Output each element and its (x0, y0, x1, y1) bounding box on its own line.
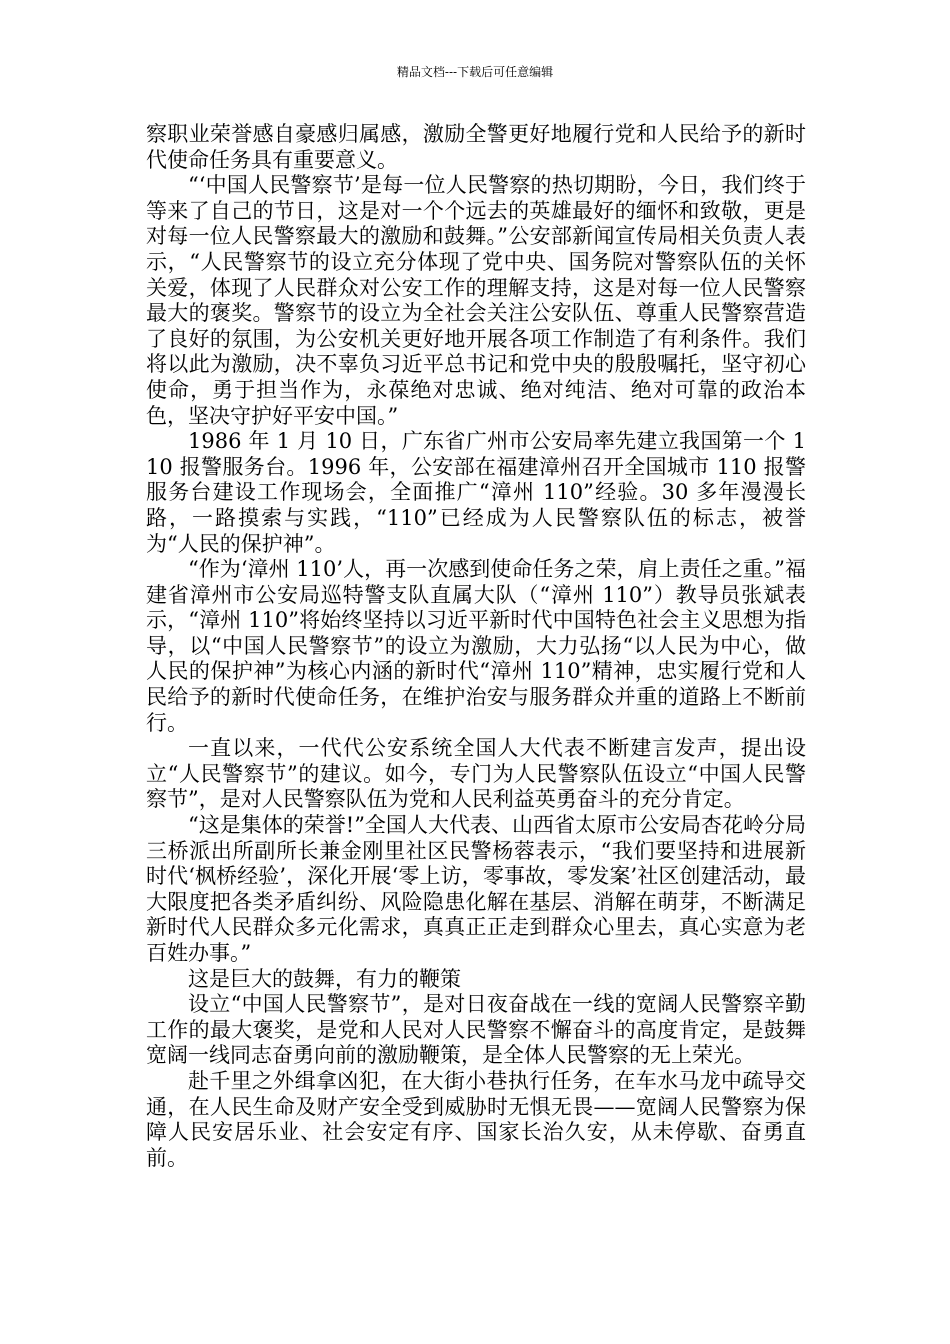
document-body (146, 122, 806, 1171)
paragraph-3: 1986 年 1 月 10 日，广东省广州市公安局率先建立我国第一个 110 报警服务台。1996 年，公安部在福建漳州召开全国城市 110 报警服务台建设工作现场会，全面推广“漳州 110”经验。30 多年漫漫长路，一路摸索与实践，“110”已经成为人民警察队伍的标志，被誉为“人民的保护神”。 (146, 429, 806, 556)
page-header: 精品文档---下载后可任意编辑 (396, 65, 554, 79)
paragraph-6: “这是集体的荣誉!”全国人大代表、山西省太原市公安局杏花岭分局三桥派出所副所长兼金刚里社区民警杨蓉表示，“我们要坚持和进展新时代‘枫桥经验’，深化开展‘零上访，零事故，零发案’社区创建活动，最大限度把各类矛盾纠纷、风险隐患化解在基层、消解在萌芽，不断满足新时代人民群众多元化需求，真真正正走到群众心里去，真心实意为老百姓办事。” (146, 813, 806, 965)
paragraph-2: “‘中国人民警察节’是每一位人民警察的热切期盼，今日，我们终于等来了自己的节日，这是对一个个远去的英雄最好的缅怀和致敬，更是对每一位人民警察最大的激励和鼓舞。”公安部新闻宣传局相关负责人表示，“人民警察节的设立充分体现了党中央、国务院对警察队伍的关怀关爱，体现了人民群众对公安工作的理解支持，这是对每一位人民警察最大的褒奖。警察节的设立为全社会关注公安队伍、尊重人民警察营造了良好的氛围，为公安机关更好地开展各项工作制造了有利条件。我们将以此为激励，决不辜负习近平总书记和党中央的殷殷嘱托，坚守初心使命，勇于担当作为，永葆绝对忠诚、绝对纯洁、绝对可靠的政治本色，坚决守护好平安中国。” (146, 173, 806, 428)
paragraph-1: 察职业荣誉感自豪感归属感，激励全警更好地履行党和人民给予的新时代使命任务具有重要意义。 (146, 122, 806, 172)
paragraph-4: “作为‘漳州 110’人，再一次感到使命任务之荣，肩上责任之重。”福建省漳州市公安局巡特警支队直属大队（“漳州 110”）教导员张斌表示，“漳州 110”将始终坚持以习近平新时代中国特色社会主义思想为指导，以“中国人民警察节”的设立为激励，大力弘扬“以人民为中心，做人民的保护神”为核心内涵的新时代“漳州 110”精神，忠实履行党和人民给予的新时代使命任务，在维护治安与服务群众并重的道路上不断前行。 (146, 557, 806, 735)
paragraph-7: 设立“中国人民警察节”，是对日夜奋战在一线的宽阔人民警察辛勤工作的最大褒奖，是党和人民对人民警察不懈奋斗的高度肯定，是鼓舞宽阔一线同志奋勇向前的激励鞭策，是全体人民警察的无上荣光。 (146, 992, 806, 1068)
paragraph-8: 赴千里之外缉拿凶犯，在大街小巷执行任务，在车水马龙中疏导交通，在人民生命及财产安全受到威胁时无惧无畏——宽阔人民警察为保障人民安居乐业、社会安定有序、国家长治久安，从未停歇、奋勇直前。 (146, 1068, 806, 1170)
section-heading: 这是巨大的鼓舞，有力的鞭策 (188, 966, 461, 991)
paragraph-5: 一直以来，一代代公安系统全国人大代表不断建言发声，提出设立“人民警察节”的建议。如今，专门为人民警察队伍设立“中国人民警察节”，是对人民警察队伍为党和人民利益英勇奋斗的充分肯定。 (146, 736, 806, 812)
